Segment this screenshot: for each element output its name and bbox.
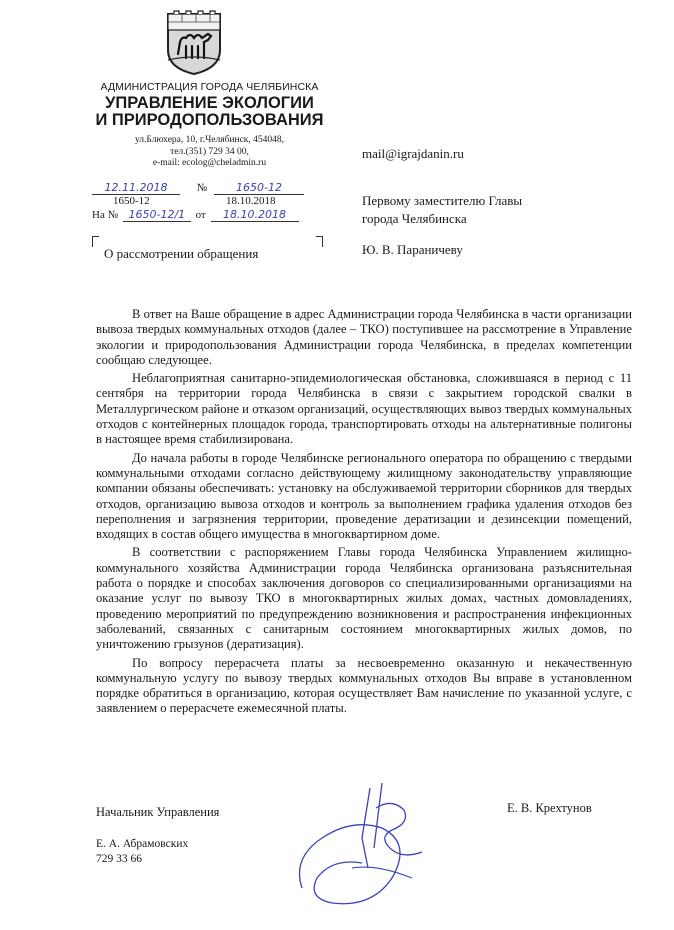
recipient-line-2: города Челябинска (362, 211, 467, 226)
recipient-name: Ю. В. Параничеву (362, 242, 463, 257)
reference-prefix: На № (92, 209, 119, 221)
department-contacts (92, 135, 327, 170)
recipient-line-1: Первому заместителю Главы (362, 193, 523, 208)
signer-name: Е. В. Крехтунов (507, 801, 592, 815)
paragraph-3: До начала работы в городе Челябинске регионального оператора по обращению с твердыми коммунальными отходами согласно действующему жилищному законодательству управляющие компании обязаны обеспечивать: установку на обслуживаемой территории сборников для твердых отходов, организацию вывоза отходов и контроль за выполнением графика удаления отходов без переполнения и загрязнения территории, проведение дератизации и дезинсекции помещений, входящих в состав общего имущества в многоквартирном доме. (96, 450, 632, 542)
handwritten-signature-icon (292, 768, 442, 918)
executor-phone: 729 33 66 (96, 853, 142, 865)
reference-registration (92, 208, 299, 222)
recipient-email: mail@igrajdanin.ru (362, 146, 464, 161)
phone: тел.(351) 729 34 00, (170, 146, 249, 157)
letter-body (96, 307, 632, 720)
reference-number: 1650-12/1 (123, 208, 191, 222)
typed-date: 18.10.2018 (226, 195, 276, 207)
department-line-1: УПРАВЛЕНИЕ ЭКОЛОГИИ (105, 94, 314, 112)
outgoing-number: 1650-12 (214, 181, 304, 195)
coat-of-arms-icon (164, 10, 224, 76)
signer-position: Начальник Управления (96, 805, 220, 819)
subject: О рассмотрении обращения (104, 246, 259, 261)
paragraph-4: В соответствии с распоряжением Главы города Челябинска Управлением жилищно-коммунального хозяйства Администрации города Челябинска организована разъяснительная работа о порядке и способах заключения договоров со специализированными организациями на оказание услуг по вывозу ТКО в многоквартирных жилых домах, частных домовладениях, проведению мероприятий по предупреждению возникновения и распространения инфекционных заболеваний, связанных с санитарным состоянием многоквартирных жилых домов, по уничтожению грызунов (дератизация). (96, 545, 632, 652)
subject-bracket-right (316, 236, 323, 247)
reference-date: 18.10.2018 (211, 208, 299, 222)
admin-name: АДМИНИСТРАЦИЯ ГОРОДА ЧЕЛЯБИНСКА (100, 81, 319, 93)
reference-from-label: от (195, 209, 206, 221)
number-label: № (196, 182, 208, 194)
outgoing-date: 12.11.2018 (92, 181, 180, 195)
outgoing-registration (92, 181, 304, 195)
executor-name: Е. А. Абрамовских (96, 838, 189, 850)
department-line-2: И ПРИРОДОПОЛЬЗОВАНИЯ (95, 111, 324, 129)
subject-bracket-left (92, 236, 99, 247)
paragraph-1: В ответ на Ваше обращение в адрес Администрации города Челябинска в части организации вывоза твердых коммунальных отходов (далее – ТКО) поступившее на рассмотрение в Управление экологии и природопользования Администрации города Челябинска, в пределах компетенции сообщаю следующее. (96, 307, 632, 367)
paragraph-5: По вопросу перерасчета платы за несвоевременно оказанную и некачественную коммунальную услугу по вывозу твердых коммунальных отходов Вы вправе в установленном порядке обратиться в организацию, которая осуществляет Вам начисление по указанной услуге, с заявлением о перерасчете ежемесячной платы. (96, 655, 632, 716)
paragraph-2: Неблагоприятная санитарно-эпидемиологическая обстановка, сложившаяся в период с 11 сентября на территории города Челябинска в связи с закрытием городской свалки в Металлургическом районе и отказом организаций, осуществляющих вывоз твердых коммунальных отходов с контейнерных площадок города, транспортировать отходы на альтернативные полигоны в настоящее время стабилизирована. (96, 371, 632, 447)
email: e-mail: ecolog@cheladmin.ru (152, 158, 267, 168)
department-name (92, 95, 327, 129)
address: ул.Блюхера, 10, г.Челябинск, 454048, (134, 135, 285, 145)
typed-number: 1650-12 (113, 195, 150, 207)
